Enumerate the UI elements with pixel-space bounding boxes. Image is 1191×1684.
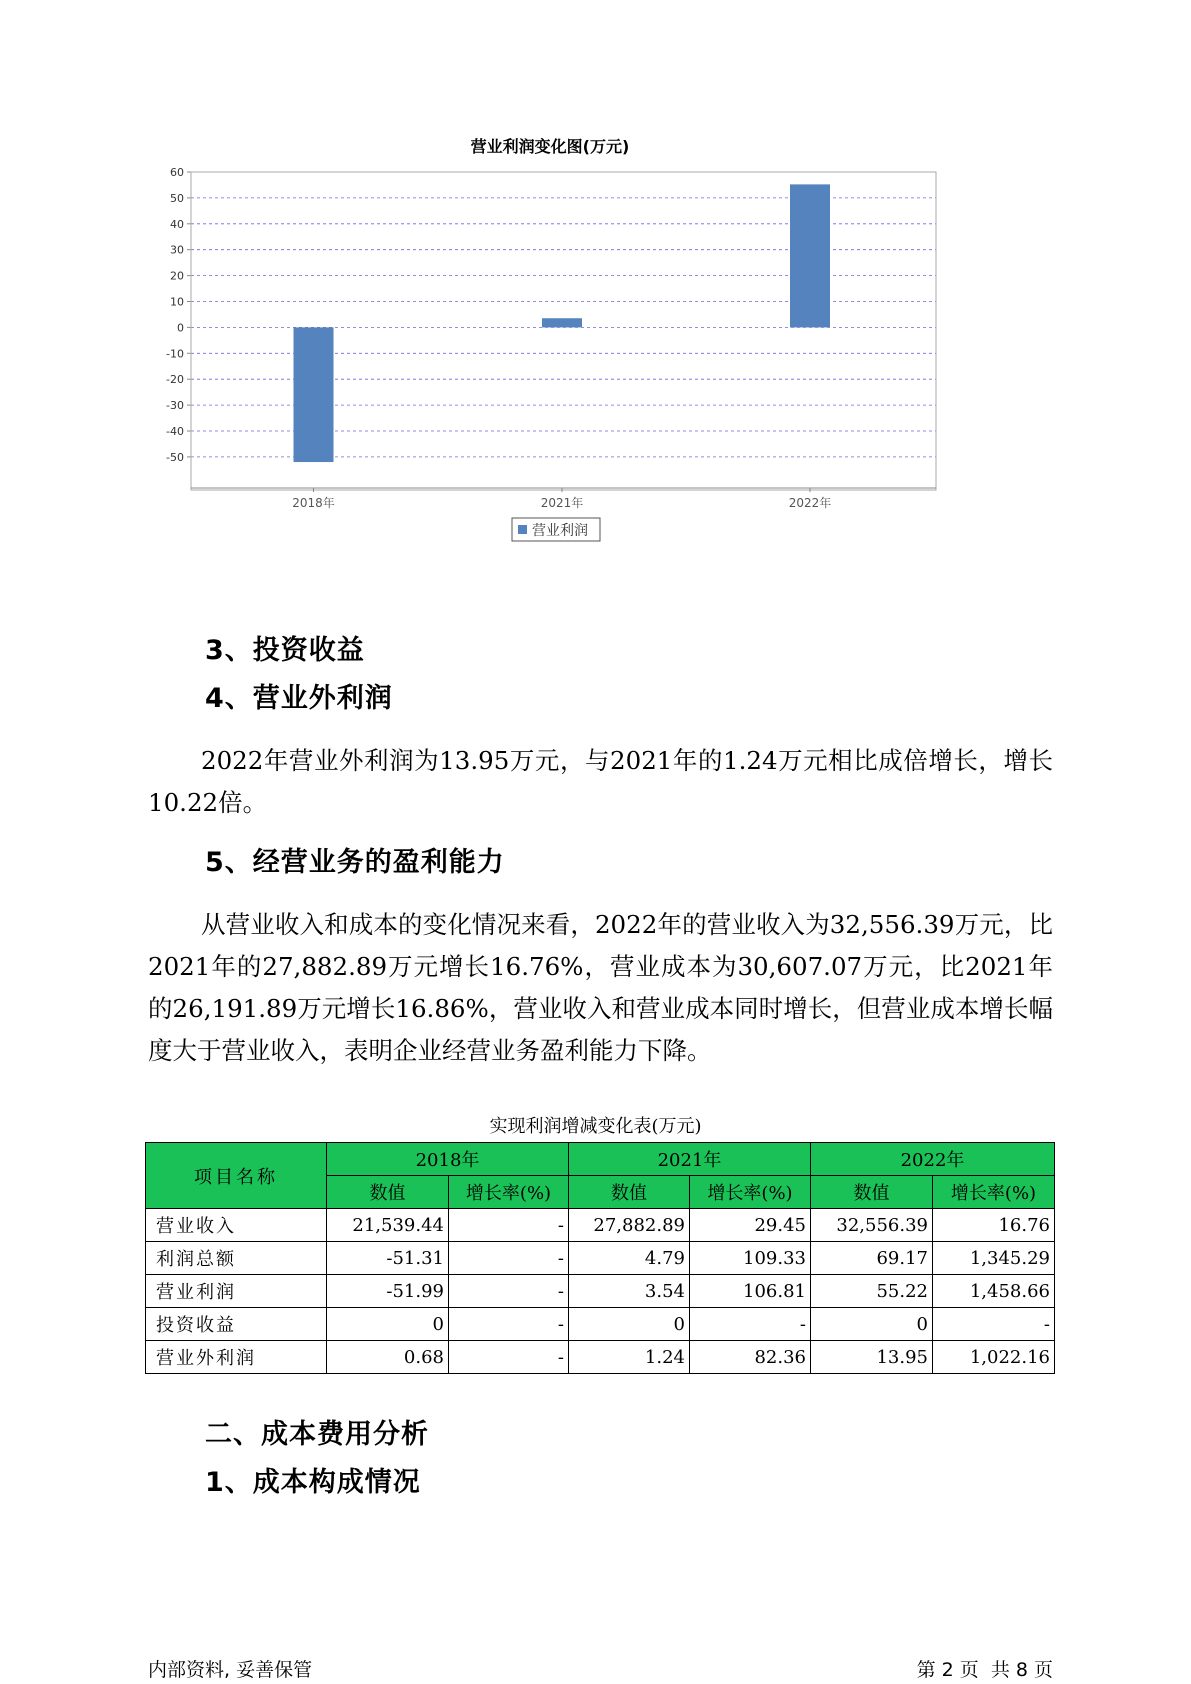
cell-value: -51.99	[327, 1275, 449, 1308]
cell-growth-rate: -	[449, 1341, 569, 1374]
y-tick-label: -20	[166, 373, 184, 387]
footer-confidential: 内部资料, 妥善保管	[148, 1659, 313, 1681]
heading-investment-income: 3、投资收益	[205, 635, 365, 666]
cell-growth-rate: 29.45	[690, 1209, 811, 1242]
y-tick-label: -10	[166, 347, 184, 361]
cell-growth-rate: 82.36	[690, 1341, 811, 1374]
header-value: 数值	[569, 1176, 690, 1209]
cell-value: 55.22	[811, 1275, 933, 1308]
chart-legend	[512, 518, 600, 541]
cell-value: -51.31	[327, 1242, 449, 1275]
paragraph-non-operating-profit	[148, 740, 1053, 824]
legend-swatch	[518, 525, 527, 534]
footer-page-number: 第 2 页 共 8 页	[916, 1659, 1053, 1681]
y-tick-label: 60	[170, 166, 184, 179]
cell-growth-rate: -	[690, 1308, 811, 1341]
profit-change-table	[145, 1142, 1055, 1374]
heading-cost-analysis: 二、成本费用分析	[205, 1419, 429, 1450]
header-growth-rate: 增长率(%)	[690, 1176, 811, 1209]
header-year-2022: 2022年	[811, 1143, 1055, 1176]
bar-operating-profit	[294, 327, 334, 462]
row-item-name: 利润总额	[146, 1242, 327, 1275]
header-growth-rate: 增长率(%)	[933, 1176, 1055, 1209]
cell-value: 0	[327, 1308, 449, 1341]
y-tick-label: 10	[170, 295, 184, 309]
y-tick-label: -30	[166, 399, 184, 413]
table-row	[146, 1341, 1055, 1374]
row-item-name: 营业利润	[146, 1275, 327, 1308]
header-value: 数值	[811, 1176, 933, 1209]
cell-value: 13.95	[811, 1341, 933, 1374]
header-year-2018: 2018年	[327, 1143, 569, 1176]
table-row	[146, 1308, 1055, 1341]
cell-value: 21,539.44	[327, 1209, 449, 1242]
cell-growth-rate: 1,345.29	[933, 1242, 1055, 1275]
row-item-name: 营业收入	[146, 1209, 327, 1242]
cell-growth-rate: -	[449, 1209, 569, 1242]
paragraph-business-profitability	[148, 904, 1053, 1072]
heading-non-operating-profit: 4、营业外利润	[205, 683, 393, 714]
cell-growth-rate: -	[449, 1308, 569, 1341]
bar-operating-profit	[790, 184, 830, 327]
cell-value: 0.68	[327, 1341, 449, 1374]
y-tick-label: 30	[170, 243, 184, 257]
cell-growth-rate: 1,022.16	[933, 1341, 1055, 1374]
table-row	[146, 1242, 1055, 1275]
bar-operating-profit	[542, 318, 582, 327]
row-item-name: 营业外利润	[146, 1341, 327, 1374]
chart-title: 营业利润变化图(万元)	[470, 137, 630, 156]
header-item-name: 项目名称	[146, 1143, 327, 1209]
cell-value: 3.54	[569, 1275, 690, 1308]
y-tick-label: 40	[170, 217, 184, 231]
y-tick-label: -40	[166, 425, 184, 438]
table-header-row	[146, 1143, 1055, 1176]
y-tick-label: 0	[177, 321, 184, 335]
x-category-label: 2018年	[292, 496, 335, 510]
legend-label: 营业利润	[532, 523, 588, 539]
cell-growth-rate: -	[933, 1308, 1055, 1341]
x-category-label: 2021年	[540, 496, 584, 510]
cell-value: 0	[811, 1308, 933, 1341]
cell-growth-rate: -	[449, 1242, 569, 1275]
cell-value: 4.79	[569, 1242, 690, 1275]
cell-growth-rate: 16.76	[933, 1209, 1055, 1242]
cell-value: 32,556.39	[811, 1209, 933, 1242]
y-tick-label: 20	[170, 269, 184, 283]
heading-business-profitability: 5、经营业务的盈利能力	[205, 847, 505, 878]
heading-cost-structure: 1、成本构成情况	[205, 1467, 421, 1498]
cell-value: 0	[569, 1308, 690, 1341]
cell-value: 27,882.89	[569, 1209, 690, 1242]
cell-value: 1.24	[569, 1341, 690, 1374]
table-row	[146, 1209, 1055, 1242]
y-tick-label: -50	[166, 450, 184, 464]
table-caption: 实现利润增减变化表(万元)	[489, 1116, 702, 1137]
paragraph-text: 2022年营业外利润为13.95万元，与2021年的1.24万元相比成倍增长，增长10.22倍。	[148, 746, 1053, 817]
cell-value: 69.17	[811, 1242, 933, 1275]
header-value: 数值	[327, 1176, 449, 1209]
cell-growth-rate: 106.81	[690, 1275, 811, 1308]
header-growth-rate: 增长率(%)	[449, 1176, 569, 1209]
row-item-name: 投资收益	[146, 1308, 327, 1341]
operating-profit-chart	[150, 135, 1050, 595]
cell-growth-rate: 1,458.66	[933, 1275, 1055, 1308]
x-category-label: 2022年	[788, 496, 832, 510]
table-row	[146, 1275, 1055, 1308]
cell-growth-rate: -	[449, 1275, 569, 1308]
cell-growth-rate: 109.33	[690, 1242, 811, 1275]
paragraph-text: 从营业收入和成本的变化情况来看，2022年的营业收入为32,556.39万元，比2021年的27,882.89万元增长16.76%，营业成本为30,607.07万元，比2021年的26,191.89万元增长16.86%，营业收入和营业成本同时增长，但营业成本增长幅度大于营业收入，表明企业经营业务盈利能力下降。	[148, 910, 1053, 1065]
header-year-2021: 2021年	[569, 1143, 811, 1176]
y-tick-label: 50	[170, 191, 184, 205]
